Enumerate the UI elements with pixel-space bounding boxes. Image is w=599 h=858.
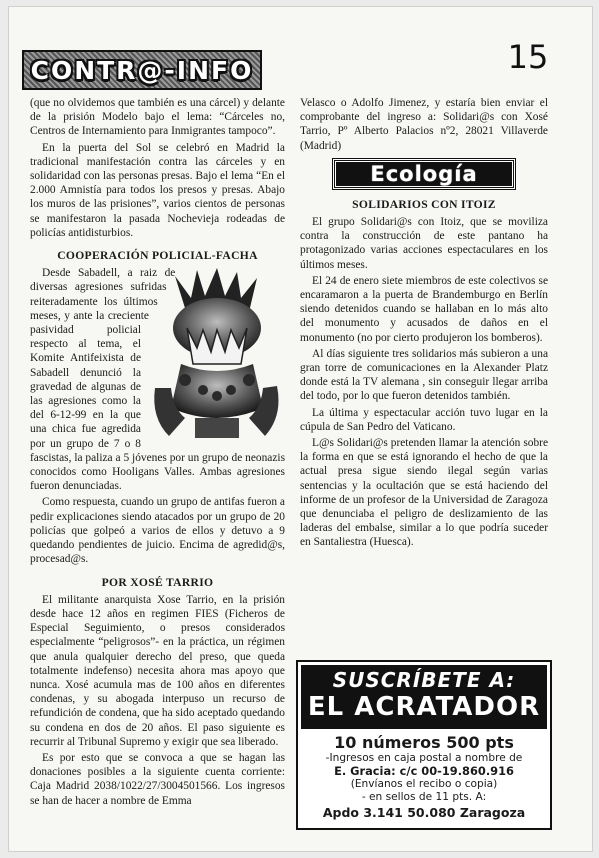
paragraph: El militante anarquista Xose Tarrio, en la prisión desde hace 12 años en regimen FIES (Ficheros de Especial Seguimiento, o presos considerados especialmente “peligrosos”- en la práctica, un régimen que anula qualquier derecho del preso, que queda totalmente indefenso) necesita ahora mas apoyo que nunca. Xosé acumula mas de 100 años en diferentes condenas, y su abogada interpuso un recurso de refundición de condena, que ha sido aceptado quedando su condena en dos de 20 años. El paso siguiente es recurrir al Tribunal Supremo y exigir que sea liberado. [30, 593, 285, 748]
subscription-line: (Envíanos el recibo o copia) [350, 778, 498, 790]
subscription-line: - en sellos de 11 pts. A: [361, 791, 487, 803]
paragraph: L@s Solidari@s pretenden llamar la atención sobre la forma en que se está ignorando el hecho de que la actual presa sigue siendo ilegal según varias sentencias y la ocultación que se está haciendo del informe de un profesor de la Universidad de Zaragoza que denunciaba el peligro de deslizamiento de las laderas del embalse, similar a lo que podría suceder en Santaliestra (Huesca). [300, 437, 548, 549]
paragraph: Velasco o Adolfo Jimenez, y estaría bien enviar el comprobante del ingreso a: Solidari@s con Xosé Tarrio, Pº Alberto Palacios nº2, 28021 Villaverde (Madrid) [300, 97, 548, 152]
paragraph: Desde Sabadell, a raiz de diversas agresiones sufridas reiteradamente los últimos meses, y ante la creciente pasividad policial respecto al tema, el Komite Antifeixista de Sabadell denunció la gravedad de algunas de las agresiones como la del 6-12-99 en la que una chica fue agredida por un grupo de 7 o 8 fascistas, la paliza a 5 jóvenes por un grupo de neonazis conocidos como Hooligans Valles. Ambas agresiones fueron denunciadas. [30, 267, 285, 493]
subscription-box [296, 660, 552, 830]
subscription-line: E. Gracia: c/c 00-19.860.916 [334, 764, 514, 778]
subscription-offer: 10 números 500 pts [334, 733, 514, 752]
subscription-header [301, 665, 547, 729]
page-number: 15 [507, 38, 549, 76]
paragraph: Como respuesta, cuando un grupo de antifas fueron a pedir explicaciones siendo atacados por un grupo de 20 policías que golpeó a varios de ellos y detuvo a 9 quedando pendientes de juicio. Encima de agredid@s, procesad@s. [30, 496, 285, 566]
paragraph: La última y espectacular acción tuvo lugar en la cúpula de San Pedro del Vaticano. [300, 406, 548, 433]
banner-title: Ecología [370, 161, 478, 186]
masthead-banner [22, 50, 262, 90]
paragraph: (que no olvidemos que también es una cárcel) y delante de la prisión Modelo bajo el lema: “Cárceles no, Centros de Internamiento para Inmigrantes tampoco”. [30, 97, 285, 138]
subscription-address: Apdo 3.141 50.080 Zaragoza [322, 805, 526, 820]
subscription-line: -Ingresos en caja postal a nombre de [325, 752, 523, 764]
section-heading: COOPERACIÓN POLICIAL-FACHA [57, 249, 258, 263]
left-column [30, 96, 285, 810]
paragraph: Es por esto que se convoca a que se hagan las donaciones posibles a la siguiente cuenta corriente: Caja Madrid 2038/1022/27/3004501566. Los ingresos se han de hacer a nombre de Emma [30, 751, 285, 807]
masthead-title: CONTR@-INFO [30, 55, 254, 85]
subscription-title: SUSCRÍBETE A: [332, 668, 516, 692]
paragraph: Al días siguiente tres solidarios más subieron a una gran torre de comunicaciones en la Alexander Platz donde está la TV alemana , sin conseguir llegar arriba del todo, por lo que fueron detenidos también. [300, 347, 548, 403]
paragraph: En la puerta del Sol se celebró en Madrid la tradicional manifestación contra las cárceles y en solidaridad con las personas presas. Bajo el lema “En el 2.000 Amnistía para todos los presos y presas. Abajo los muros de las prisiones”, varios cientos de personas se manifestaron la pasada Nochevieja rodeadas de policías antidisturbios. [30, 141, 285, 239]
ecologia-banner [333, 159, 515, 189]
paragraph: El grupo Solidari@s con Itoiz, que se moviliza contra la construcción de este pantano ha protagonizado varias acciones espectaculares en los últimos meses. [300, 216, 548, 271]
subscription-brand: EL ACRATADOR [307, 692, 541, 722]
right-column [300, 96, 548, 552]
section-heading: POR XOSÉ TARRIO [101, 575, 214, 589]
paragraph: El 24 de enero siete miembros de este colectivos se encaramaron a la puerta de Brandemburgo en Berlín siendo detenidos cuando se hallaban en lo más alto del monumento y acusados de daños en el monumento (no por cierto produjeron los bomberos). [300, 274, 548, 344]
section-heading: SOLIDARIOS CON ITOIZ [352, 197, 496, 211]
